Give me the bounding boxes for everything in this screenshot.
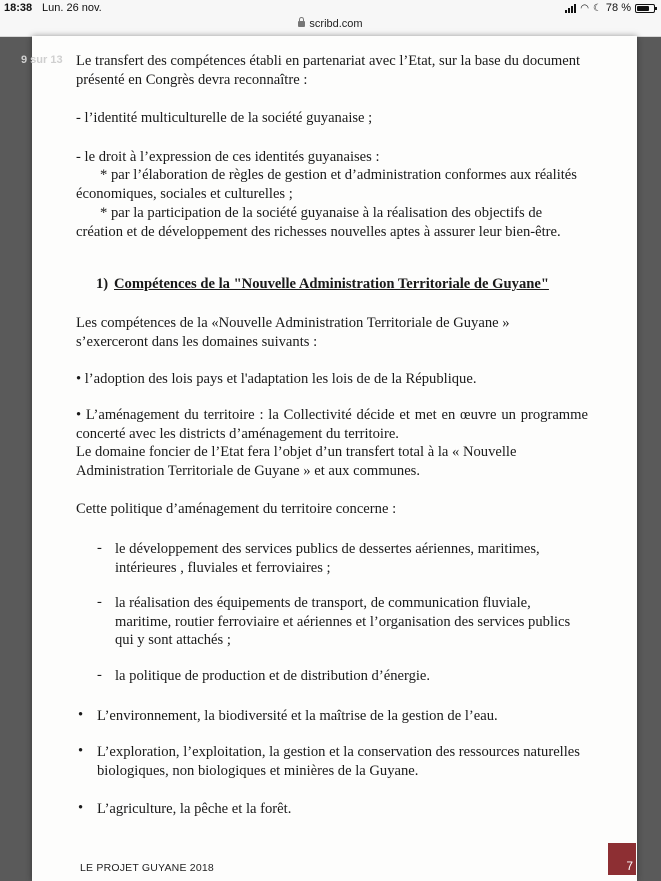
- bullet-exploration: L’exploration, l’exploitation, la gestion et la conservation des ressources naturelles biologiques, non biologiques et minières de la Guyane.: [97, 744, 580, 779]
- battery-fill: [637, 6, 649, 11]
- page-number: 7: [608, 843, 636, 875]
- sub-item-rules: * par l’élaboration de règles de gestion et d’administration conformes aux réalités économiques, sociales et culturelles ;: [76, 167, 577, 202]
- status-right: [565, 2, 655, 14]
- section-title: Compétences de la "Nouvelle Administration Territoriale de Guyane": [114, 276, 549, 292]
- url-text[interactable]: scribd.com: [309, 18, 363, 30]
- dash-marker: -: [97, 540, 102, 556]
- battery-percent: 78 %: [605, 2, 631, 14]
- battery-icon: [635, 4, 655, 13]
- list-item-identity: - l’identité multiculturelle de la société guyanaise ;: [76, 110, 373, 126]
- moon-icon: ☾: [592, 2, 602, 14]
- competences-intro: Les compétences de la «Nouvelle Administration Territoriale de Guyane » s’exerceront dans les domaines suivants :: [76, 315, 510, 350]
- bullet-amenagement: • L’aménagement du territoire : la Collectivité décide et met en œuvre un programme concerté avec les districts d’aménagement du territoire.: [76, 407, 588, 442]
- dash-item-services: le développement des services publics de dessertes aériennes, maritimes, intérieures , fluviales et ferroviaires ;: [115, 541, 540, 576]
- lock-icon: [298, 21, 305, 27]
- footer-text: LE PROJET GUYANE 2018: [80, 862, 214, 874]
- page-indicator: 9 sur 13: [21, 54, 63, 66]
- bullet-marker: •: [78, 707, 84, 723]
- bullet-lois-pays: • l’adoption des lois pays et l'adaptation les lois de de la République.: [76, 371, 477, 387]
- dash-marker: -: [97, 594, 102, 610]
- bullet-environnement: L’environnement, la biodiversité et la maîtrise de la gestion de l’eau.: [97, 708, 498, 724]
- list-item-right: - le droit à l’expression de ces identités guyanaises :: [76, 149, 380, 165]
- sub-item-participation: * par la participation de la société guyanaise à la réalisation des objectifs de création et de développement des richesses nouvelles aptes à assurer leur bien-être.: [76, 205, 561, 240]
- dash-marker: -: [97, 667, 102, 683]
- status-bar: [0, 0, 661, 18]
- status-date: Lun. 26 nov.: [42, 2, 102, 14]
- bullet-marker: •: [78, 800, 84, 816]
- politique-intro: Cette politique d’aménagement du territoire concerne :: [76, 501, 397, 517]
- bullet-marker: •: [78, 743, 84, 759]
- status-time: 18:38: [4, 2, 33, 14]
- dash-item-energie: la politique de production et de distribution d’énergie.: [115, 668, 431, 684]
- intro-paragraph: Le transfert des compétences établi en partenariat avec l’Etat, sur la base du document présenté en Congrès devra reconnaître :: [76, 53, 581, 88]
- domaine-foncier: Le domaine foncier de l’Etat fera l’objet d’un transfert total à la « Nouvelle Administration Territoriale de Guyane » et aux communes.: [76, 444, 517, 479]
- wifi-icon: ◠: [580, 2, 589, 14]
- bullet-agriculture: L’agriculture, la pêche et la forêt.: [97, 801, 292, 817]
- address-bar[interactable]: [0, 18, 661, 37]
- section-number: 1): [96, 276, 109, 292]
- signal-icon: [565, 4, 576, 13]
- dash-item-equipements: la réalisation des équipements de transport, de communication fluviale, maritime, routier ferroviaire et aériennes et l’organisation des services publics qui y sont attachés ;: [115, 595, 571, 648]
